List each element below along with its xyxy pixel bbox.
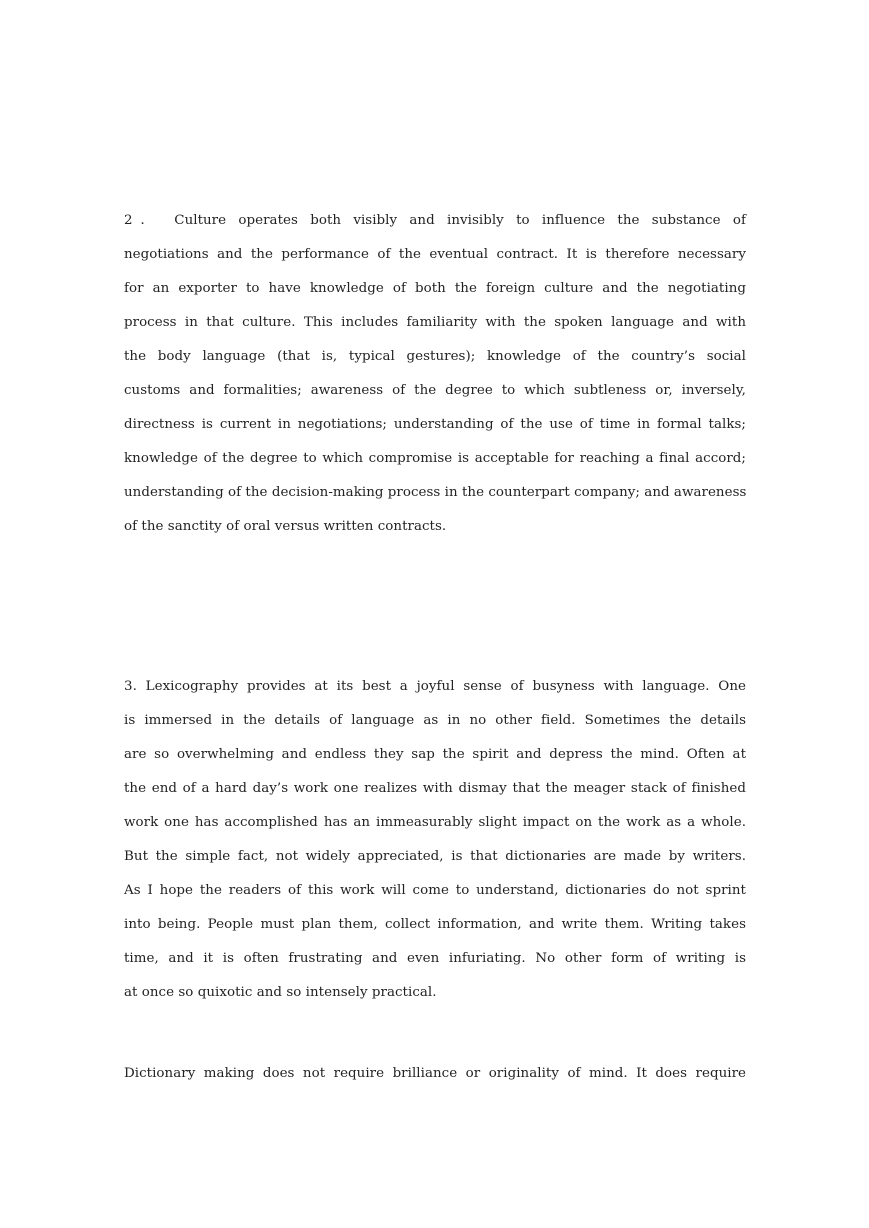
text-line: understanding of the decision-making process in the counterpart company; and awareness [124,485,747,500]
text-line: 3. Lexicography provides at its best a joyful sense of busyness with language. One [124,679,746,694]
text-line: negotiations and the performance of the eventual contract. It is therefore necessary [124,247,746,262]
paragraph-culture [124,204,746,544]
text-line: work one has accomplished has an immeasurably slight impact on the work as a whole. [124,815,746,830]
text-line: As I hope the readers of this work will come to understand, dictionaries do not sprint [124,883,746,898]
paragraph-dictionary-making [124,1057,746,1091]
text-line: into being. People must plan them, collect information, and write them. Writing takes [124,917,746,932]
text-line: the body language (that is, typical gestures); knowledge of the country’s social [124,349,746,364]
text-line: are so overwhelming and endless they sap the spirit and depress the mind. Often at [124,747,746,762]
text-line: the end of a hard day’s work one realizes with dismay that the meager stack of finished [124,781,746,796]
text-line: is immersed in the details of language as in no other field. Sometimes the details [124,713,746,728]
text-line: time, and it is often frustrating and even infuriating. No other form of writing is [124,951,746,966]
text-line: Dictionary making does not require brilliance or originality of mind. It does require [124,1066,746,1081]
text-line: customs and formalities; awareness of the degree to which subtleness or, inversely, [124,383,746,398]
paragraph-lexicography [124,670,746,1010]
text-line: 2． Culture operates both visibly and invisibly to influence the substance of [124,213,746,228]
text-line: at once so quixotic and so intensely practical. [124,985,437,1000]
text-line: for an exporter to have knowledge of both the foreign culture and the negotiating [124,281,746,296]
text-line: But the simple fact, not widely appreciated, is that dictionaries are made by writers. [124,849,746,864]
text-line: directness is current in negotiations; understanding of the use of time in formal talks; [124,417,746,432]
text-line: knowledge of the degree to which compromise is acceptable for reaching a final accord; [124,451,746,466]
text-line: process in that culture. This includes familiarity with the spoken language and with [124,315,746,330]
text-line: of the sanctity of oral versus written contracts. [124,519,447,534]
